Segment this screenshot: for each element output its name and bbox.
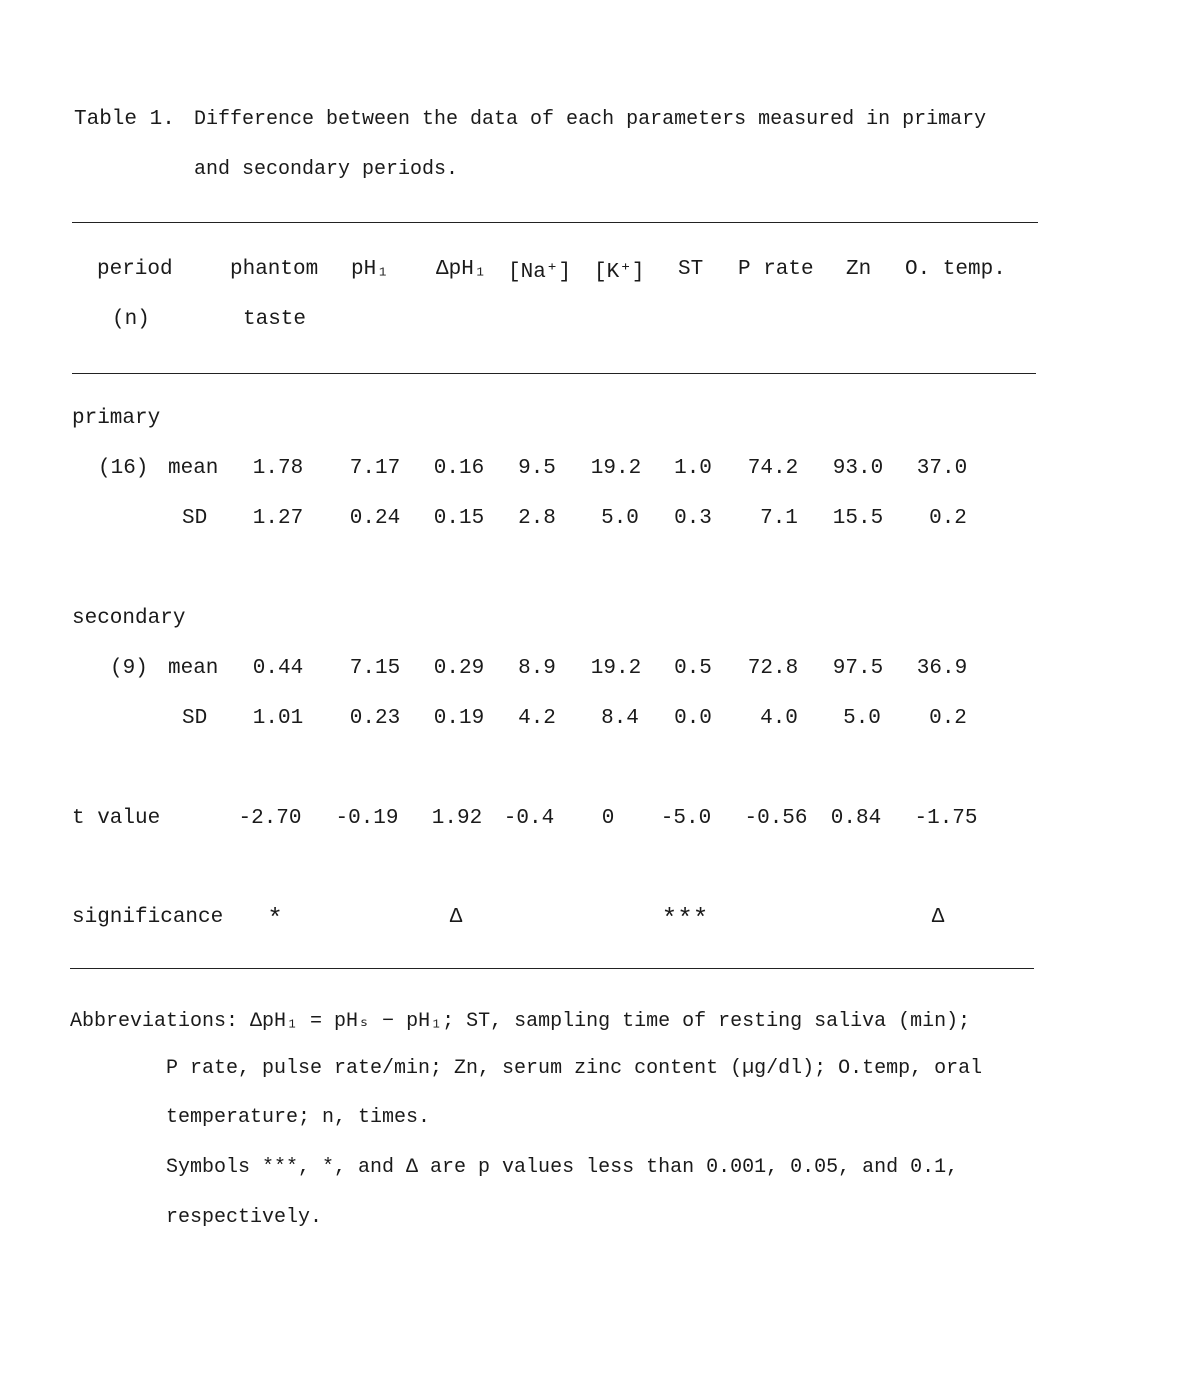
- secondary-mean-phi: 7.15: [349, 657, 401, 680]
- primary-sd-otemp: 0.2: [929, 507, 967, 530]
- primary-label: primary: [72, 407, 161, 430]
- primary-sd-k: 5.0: [601, 507, 639, 530]
- primary-sd-phantom: 1.27: [252, 507, 304, 530]
- header-n: (n): [112, 308, 150, 331]
- tvalue-zn: 0.84: [830, 807, 882, 830]
- primary-sd-prate: 7.1: [760, 507, 798, 530]
- secondary-sd-label: SD: [182, 707, 208, 730]
- significance-label: significance: [72, 906, 224, 929]
- tvalue-phantom: -2.70: [238, 807, 302, 830]
- primary-mean-zn: 93.0: [832, 457, 884, 480]
- primary-mean-na: 9.5: [518, 457, 556, 480]
- header-taste: taste: [243, 308, 307, 331]
- primary-mean-otemp: 37.0: [916, 457, 968, 480]
- secondary-mean-prate: 72.8: [747, 657, 799, 680]
- secondary-sd-prate: 4.0: [760, 707, 798, 730]
- secondary-mean-st: 0.5: [674, 657, 712, 680]
- primary-n: (16): [98, 457, 149, 480]
- significance-phantom-asterisk: *: [267, 904, 283, 934]
- tvalue-na: -0.4: [503, 807, 555, 830]
- secondary-sd-phantom: 1.01: [252, 707, 304, 730]
- significance-otemp-delta: Δ: [931, 906, 945, 929]
- header-zn: Zn: [846, 258, 872, 281]
- secondary-mean-phantom: 0.44: [252, 657, 304, 680]
- tvalue-label: t value: [72, 807, 161, 830]
- primary-mean-label: mean: [168, 457, 219, 480]
- primary-sd-phi: 0.24: [349, 507, 401, 530]
- primary-sd-zn: 15.5: [832, 507, 884, 530]
- header-st: ST: [678, 258, 704, 281]
- tvalue-phi: -0.19: [335, 807, 399, 830]
- header-otemp: O. temp.: [905, 258, 1006, 281]
- primary-mean-phantom: 1.78: [252, 457, 304, 480]
- note-abbreviations-cont2: temperature; n, times.: [166, 1106, 431, 1129]
- top-rule: [72, 222, 1038, 223]
- note-abbreviations-cont1: P rate, pulse rate/min; Zn, serum zinc content (µg/dl); O.temp, oral: [166, 1057, 983, 1080]
- secondary-sd-st: 0.0: [674, 707, 712, 730]
- secondary-sd-k: 8.4: [601, 707, 639, 730]
- header-phantom: phantom: [230, 258, 319, 281]
- table-label: Table 1.: [74, 108, 175, 131]
- note-symbols: Symbols ***, *, and Δ are p values less than 0.001, 0.05, and 0.1,: [166, 1156, 959, 1179]
- header-prate: P rate: [738, 258, 814, 281]
- secondary-sd-na: 4.2: [518, 707, 556, 730]
- header-dphi: ΔpH₁: [436, 258, 487, 281]
- secondary-mean-na: 8.9: [518, 657, 556, 680]
- primary-mean-st: 1.0: [674, 457, 712, 480]
- tvalue-st: -5.0: [660, 807, 712, 830]
- note-symbols-cont: respectively.: [166, 1206, 323, 1229]
- primary-sd-na: 2.8: [518, 507, 556, 530]
- primary-mean-dphi: 0.16: [433, 457, 485, 480]
- header-phi: pH₁: [351, 258, 389, 281]
- header-na: [Na⁺]: [508, 261, 572, 284]
- significance-dphi-delta: Δ: [449, 906, 463, 929]
- secondary-sd-dphi: 0.19: [433, 707, 485, 730]
- secondary-mean-dphi: 0.29: [433, 657, 485, 680]
- tvalue-otemp: -1.75: [914, 807, 978, 830]
- header-k: [K⁺]: [594, 261, 645, 284]
- secondary-mean-k: 19.2: [590, 657, 642, 680]
- primary-mean-prate: 74.2: [747, 457, 799, 480]
- primary-sd-dphi: 0.15: [433, 507, 485, 530]
- primary-mean-k: 19.2: [590, 457, 642, 480]
- tvalue-k: 0: [601, 807, 615, 830]
- secondary-mean-otemp: 36.9: [916, 657, 968, 680]
- note-abbreviations: Abbreviations: ΔpH₁ = pHₛ − pH₁; ST, sampling time of resting saliva (min);: [70, 1010, 971, 1033]
- secondary-sd-otemp: 0.2: [929, 707, 967, 730]
- tvalue-prate: -0.56: [744, 807, 808, 830]
- bottom-rule: [70, 968, 1034, 969]
- secondary-sd-zn: 5.0: [843, 707, 881, 730]
- secondary-mean-label: mean: [168, 657, 219, 680]
- header-period: period: [97, 258, 173, 281]
- significance-st-asterisks: ***: [661, 904, 709, 934]
- secondary-sd-phi: 0.23: [349, 707, 401, 730]
- header-rule: [72, 373, 1036, 374]
- secondary-mean-zn: 97.5: [832, 657, 884, 680]
- primary-mean-phi: 7.17: [349, 457, 401, 480]
- primary-sd-st: 0.3: [674, 507, 712, 530]
- table-caption-line2: and secondary periods.: [194, 158, 459, 181]
- secondary-label: secondary: [72, 607, 186, 630]
- table-caption-line1: Difference between the data of each parameters measured in primary: [194, 108, 987, 131]
- primary-sd-label: SD: [182, 507, 208, 530]
- secondary-n: (9): [110, 657, 148, 680]
- tvalue-dphi: 1.92: [431, 807, 483, 830]
